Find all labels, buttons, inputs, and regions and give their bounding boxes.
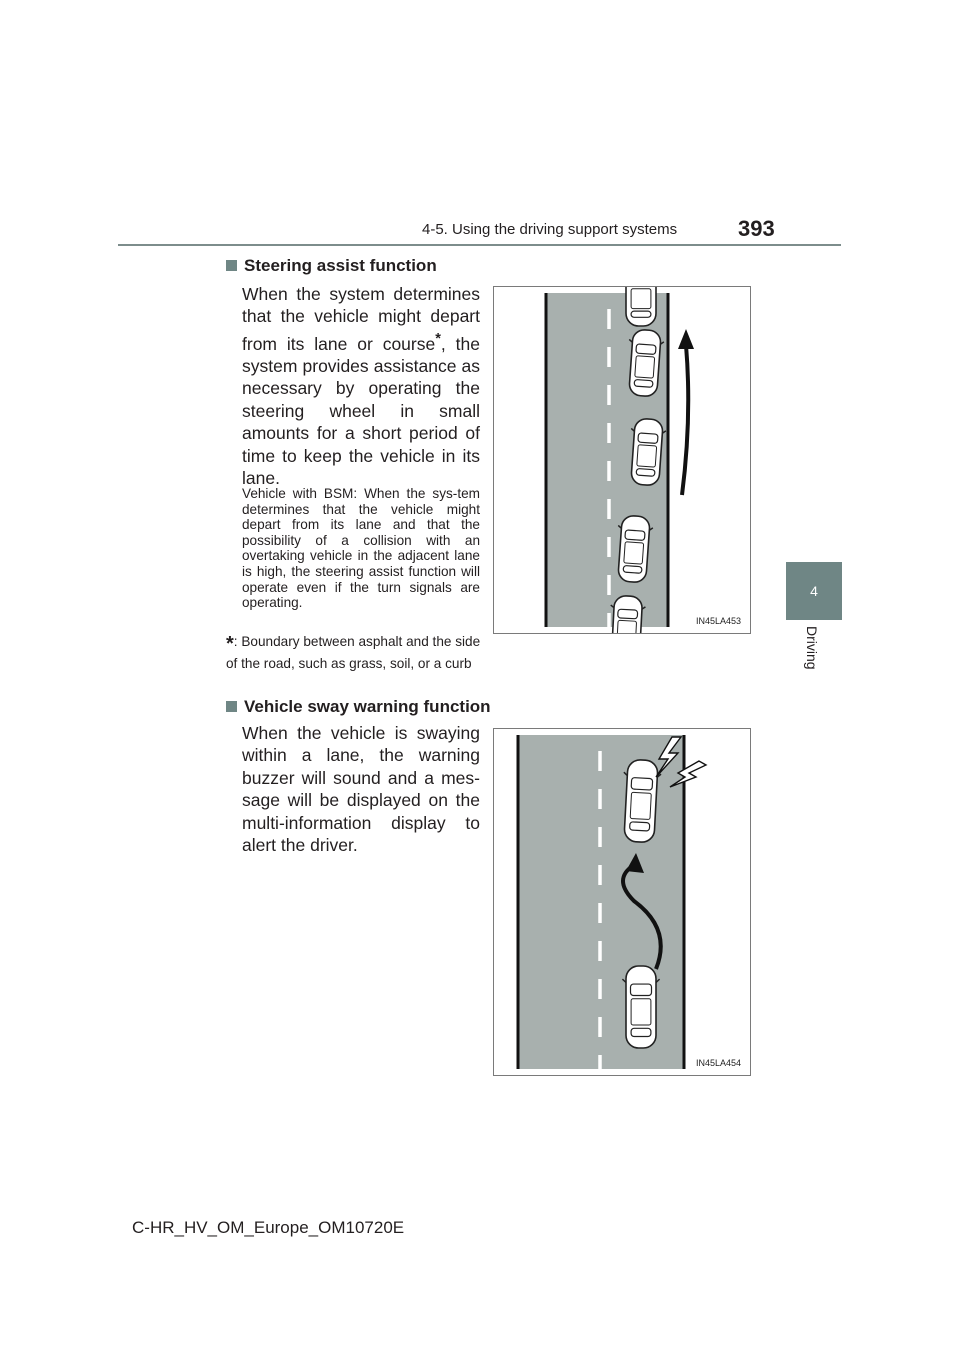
figure-sway-warning bbox=[493, 728, 751, 1076]
section-body-steering-assist: When the system determines that the vehicle might depart from its lane or course*, the system provides assistance as necessary by operating the steering wheel in small amounts for a short period of time to keep the vehicle in its lane. bbox=[242, 284, 480, 489]
footnote-reference: * bbox=[435, 330, 441, 347]
heading-text: Steering assist function bbox=[244, 256, 437, 275]
header-section-title: 4-5. Using the driving support systems bbox=[422, 221, 678, 238]
figure-code-1: IN45LA453 bbox=[696, 616, 742, 626]
page-number: 393 bbox=[738, 216, 775, 241]
car-icon bbox=[622, 966, 659, 1048]
footnote-mark: * bbox=[226, 633, 234, 655]
square-bullet-icon bbox=[226, 260, 237, 271]
car-icon bbox=[622, 287, 659, 326]
chapter-title: Driving bbox=[804, 626, 820, 670]
square-bullet-icon bbox=[226, 701, 237, 712]
footnote bbox=[226, 632, 482, 673]
section-body-sway-warning: When the vehicle is swaying within a lane, the warning buzzer will sound and a mes-sage will be displayed on the multi-information display to alert the driver. bbox=[242, 723, 480, 856]
heading-text: Vehicle sway warning function bbox=[244, 697, 491, 716]
chapter-number: 4 bbox=[810, 583, 818, 599]
arrow-head-icon bbox=[678, 329, 694, 349]
steering-path-arrow bbox=[682, 345, 688, 495]
figure-steering-assist bbox=[493, 286, 751, 634]
section-heading-steering-assist bbox=[226, 256, 437, 276]
sway-warning-illustration bbox=[494, 729, 750, 1075]
footnote-text: : Boundary between asphalt and the side of the road, such as grass, soil, or a curb bbox=[226, 634, 481, 671]
section-note-bsm: Vehicle with BSM: When the sys-tem determines that the vehicle might depart from its lane and that the possibility of a collision with an overtaking vehicle in the adjacent lane is high, the steering assist function will operate even if the turn signals are operating. bbox=[242, 486, 480, 611]
steering-assist-illustration bbox=[494, 287, 750, 633]
footer-doc-id: C-HR_HV_OM_Europe_OM10720E bbox=[132, 1218, 405, 1237]
section-heading-sway-warning bbox=[226, 697, 491, 717]
chapter-tab[interactable] bbox=[786, 562, 842, 620]
figure-code-2: IN45LA454 bbox=[696, 1058, 742, 1068]
header-rule bbox=[118, 244, 841, 246]
